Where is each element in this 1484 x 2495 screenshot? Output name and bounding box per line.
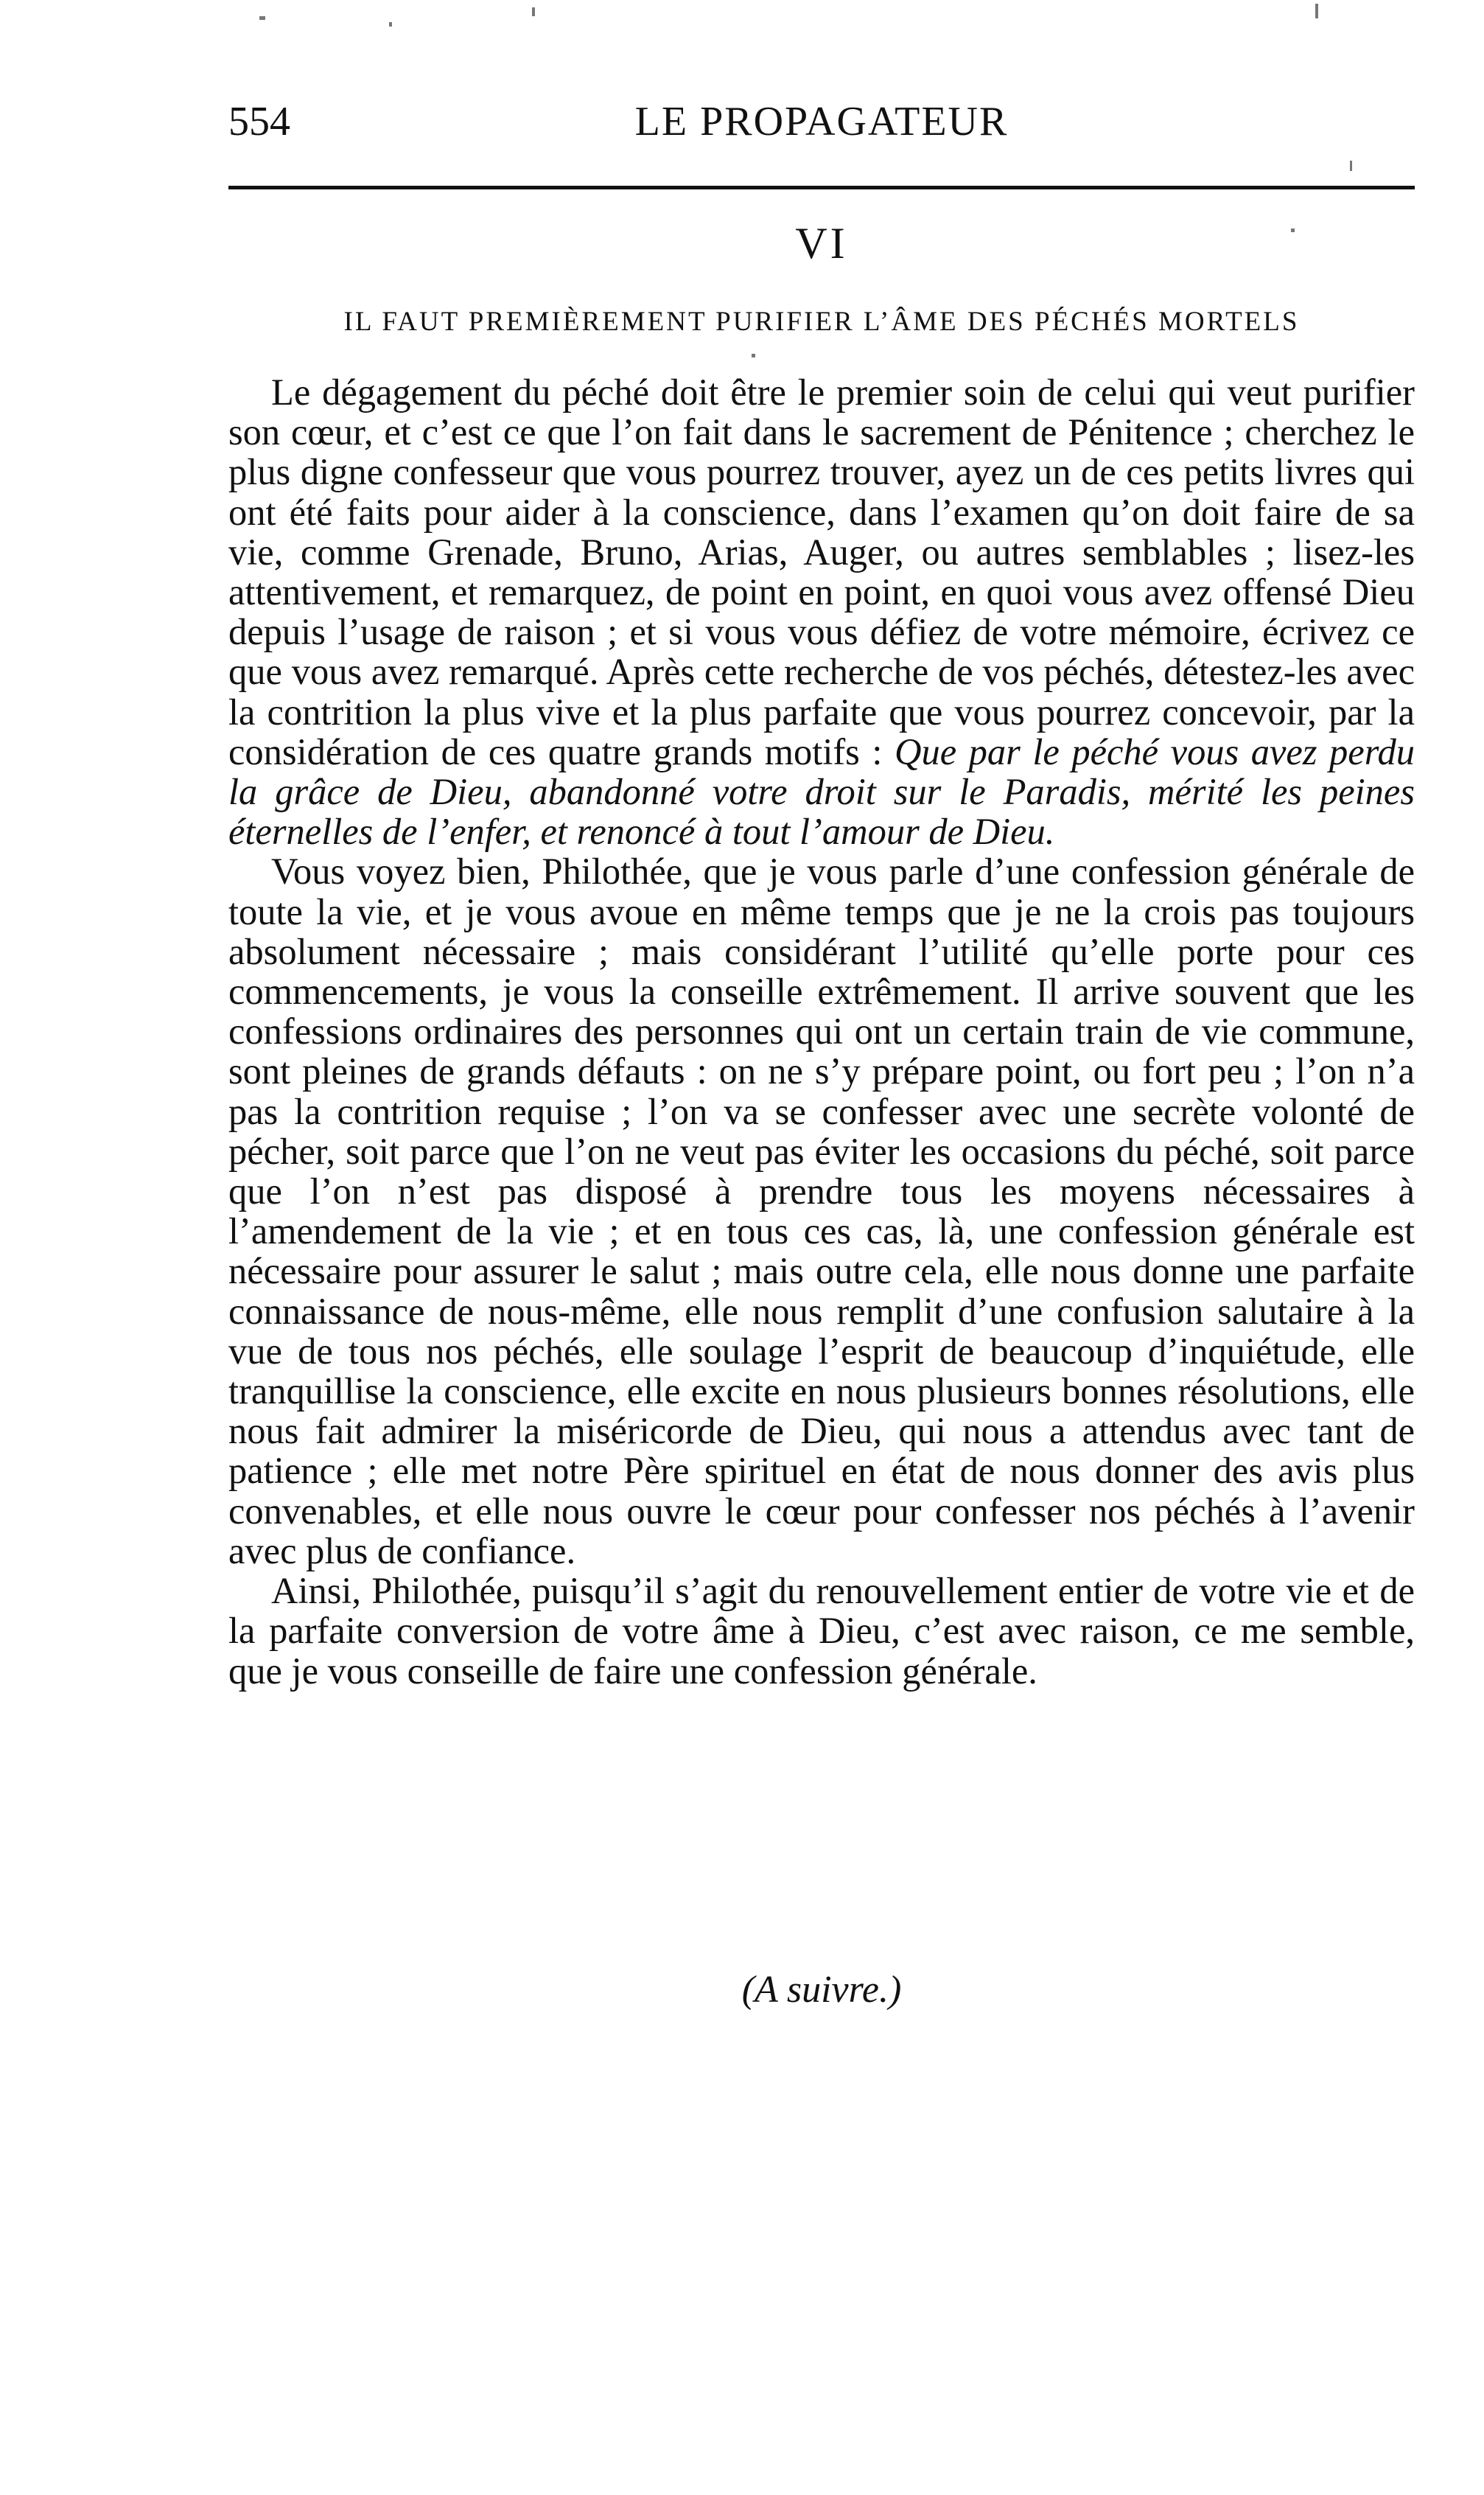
- paragraph-1-text: Le dégagement du péché doit être le premier soin de celui qui veut purifier son cœur, et c’est ce que l’on fait dans le sacrement de Pénitence ; cherchez le plus digne confesseur que vous pourrez trouver, ayez un de ces petits livres qui ont été faits pour aider à la conscience, dans l’examen qu’on doit faire de sa vie, comme Grenade, Bruno, Arias, Auger, ou autres semblables ; lisez-les attentivement, et remarquez, de point en point, en quoi vous avez offensé Dieu depuis l’usage de raison ; et si vous vous défiez de votre mémoire, écrivez ce que vous avez remarqué. Après cette recherche de vos péchés, détestez-les avec la contrition la plus vive et la plus parfaite que vous pourrez concevoir, par la considération de ces quatre grands motifs :: [228, 371, 1415, 772]
- chapter-number: VI: [795, 219, 848, 268]
- chapter-title: IL FAUT PREMIÈREMENT PURIFIER L’ÂME DES PÉCHÉS MORTELS: [343, 307, 1300, 337]
- paragraph-1: [228, 372, 1415, 851]
- scan-speck: [1350, 161, 1352, 171]
- scan-speck: [1291, 228, 1295, 232]
- body-text: [228, 372, 1415, 1691]
- header-rule: [228, 186, 1415, 189]
- scan-speck: [1315, 4, 1318, 18]
- paragraph-2: Vous voyez bien, Philothée, que je vous parle d’une confession générale de toute la vie, et je vous avoue en même temps que je ne la crois pas toujours absolument nécessaire ; mais considérant l’utilité qu’elle porte pour ces commencements, je vous la conseille extrêmement. Il arrive souvent que les confessions ordinaires des personnes qui ont un certain train de vie commune, sont pleines de grands défauts : on ne s’y prépare point, ou fort peu ; l’on n’a pas la contrition requise ; l’on va se confesser avec une secrète volonté de pécher, soit parce que l’on ne veut pas éviter les occasions du péché, soit parce que l’on n’est pas disposé à prendre tous les moyens nécessaires à l’amendement de la vie ; et en tous ces cas, là, une confession générale est nécessaire pour assurer le salut ; mais outre cela, elle nous donne une parfaite connaissance de nous-même, elle nous remplit d’une confusion salutaire à la vue de tous nos péchés, elle soulage l’esprit de beaucoup d’inquiétude, elle tranquillise la conscience, elle excite en nous plusieurs bonnes résolutions, elle nous fait admirer la miséricorde de Dieu, qui nous a attendus avec tant de patience ; elle met notre Père spirituel en état de nous donner des avis plus convenables, et elle nous ouvre le cœur pour confesser nos péchés à l’avenir avec plus de confiance.: [228, 851, 1415, 1571]
- running-title: LE PROPAGATEUR: [634, 99, 1009, 144]
- document-page: [228, 0, 1415, 2495]
- scan-speck: [259, 16, 265, 20]
- running-head: [228, 96, 1415, 147]
- paragraph-1-italic: Que par le péché vous avez perdu la grâce de Dieu, abandonné votre droit sur le Paradis, mérité les peines éternelles de l’enfer, et renoncé à tout l’amour de Dieu.: [228, 730, 1415, 853]
- page-number: 554: [228, 99, 290, 144]
- paragraph-3: Ainsi, Philothée, puisqu’il s’agit du renouvellement entier de votre vie et de la parfaite conversion de votre âme à Dieu, c’est avec raison, ce me semble, que je vous conseille de faire une confession générale.: [228, 1570, 1415, 1692]
- scan-speck: [389, 22, 392, 27]
- to-be-continued: (A suivre.): [741, 1969, 902, 2011]
- scan-speck: [752, 354, 755, 357]
- scan-speck: [532, 7, 535, 16]
